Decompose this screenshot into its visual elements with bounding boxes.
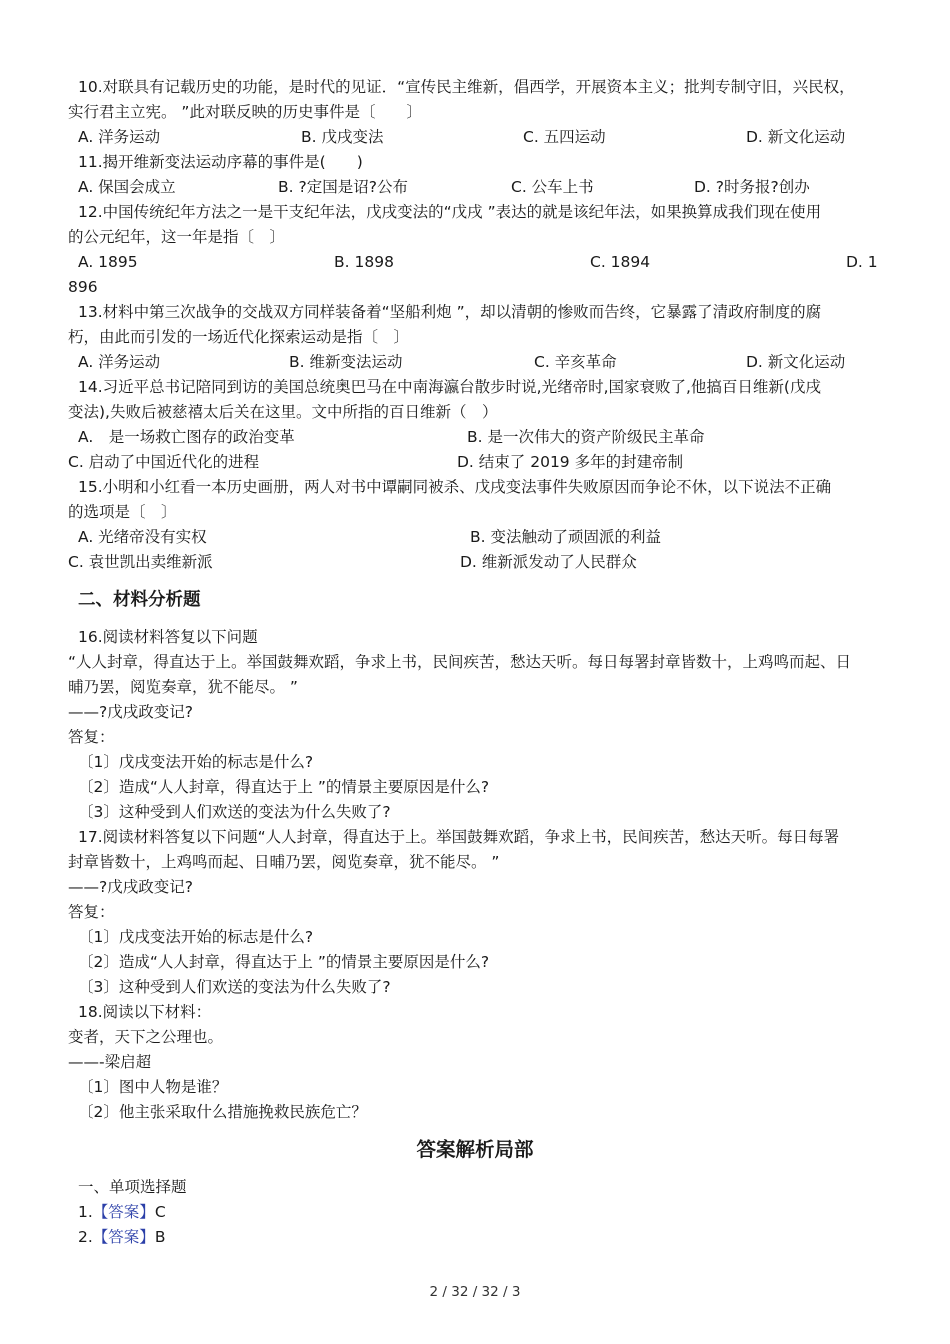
q16-source: ——?戊戌政变记? [68, 703, 193, 721]
q17-stem-line1: 17.阅读材料答复以下问题“人人封章，得直达于上。举国鼓舞欢蹈，争求上书，民间疾苦，愁达天听。每日每署 [78, 828, 840, 846]
q13-option-b: B. 维新变法运动 [289, 353, 403, 371]
q17-subquestion-1: 〔1〕戊戌变法开始的标志是什么? [78, 928, 314, 946]
answer-value: C [154, 1203, 166, 1221]
q14-option-a: A. 是一场救亡图存的政治变革 [78, 428, 295, 446]
q10-stem-line1: 10.对联具有记载历史的功能，是时代的见证．“宣传民主维新，倡西学，开展资本主义；批判专制守旧，兴民权， [78, 78, 855, 96]
q14-stem-line1: 14.习近平总书记陪同到访的美国总统奥巴马在中南海瀛台散步时说,光绪帝时,国家衰败了,他搞百日维新(戊戌 [78, 378, 821, 396]
q17-subquestion-2: 〔2〕造成“人人封章，得直达于上 ”的情景主要原因是什么? [78, 953, 490, 971]
q15-option-c: C. 袁世凯出卖维新派 [68, 553, 213, 571]
answer-section-title: 答案解析局部 [416, 1138, 534, 1161]
answer-number: 1. [78, 1203, 93, 1221]
q14-option-c: C. 启动了中国近代化的进程 [68, 453, 260, 471]
q11-option-b: B. ?定国是诏?公布 [278, 178, 408, 196]
q13-option-d: D. 新文化运动 [746, 353, 846, 371]
q10-option-b: B. 戊戌变法 [301, 128, 384, 146]
q14-option-d: D. 结束了 2019 多年的封建帝制 [457, 453, 684, 471]
q18-stem: 18.阅读以下材料： [78, 1003, 212, 1021]
q10-option-a: A. 洋务运动 [78, 128, 161, 146]
q13-stem-line2: 朽，由此而引发的一场近代化探索运动是指〔 〕 [68, 328, 410, 346]
section-heading-material-analysis: 二、材料分析题 [78, 590, 201, 610]
q10-stem-line2: 实行君主立宪。 ”此对联反映的历史事件是〔 〕 [68, 103, 422, 121]
q11-stem: 11.揭开维新变法运动序幕的事件是( ) [78, 153, 363, 171]
q17-source: ——?戊戌政变记? [68, 878, 193, 896]
q15-option-b: B. 变法触动了顽固派的利益 [470, 528, 661, 546]
page-number-footer: 2 / 32 / 32 / 3 [429, 1284, 521, 1300]
q17-subquestion-3: 〔3〕这种受到人们欢送的变法为什么失败了? [78, 978, 391, 996]
q18-subquestion-2: 〔2〕他主张采取什么措施挽救民族危亡？ [78, 1103, 367, 1121]
q16-stem: 16.阅读材料答复以下问题 [78, 628, 258, 646]
q11-option-a: A. 保国会成立 [78, 178, 176, 196]
q16-quote-line2: 晡乃罢，阅览奏章，犹不能尽。 ” [68, 678, 298, 696]
q11-option-d: D. ?时务报?创办 [694, 178, 810, 196]
answer-subsection-heading: 一、单项选择题 [78, 1178, 187, 1196]
q18-subquestion-1: 〔1〕图中人物是谁？ [78, 1078, 228, 1096]
q12-stem-line2: 的公元纪年，这一年是指〔 〕 [68, 228, 286, 246]
q11-option-c: C. 公车上书 [511, 178, 594, 196]
answer-tag: 【答案】 [92, 1203, 155, 1221]
q10-option-c: C. 五四运动 [523, 128, 606, 146]
q17-answer-label: 答复： [68, 903, 115, 921]
q16-subquestion-3: 〔3〕这种受到人们欢送的变法为什么失败了? [78, 803, 391, 821]
answer-tag: 【答案】 [92, 1228, 155, 1246]
q15-stem-line2: 的选项是〔 〕 [68, 503, 177, 521]
q15-option-d: D. 维新派发动了人民群众 [460, 553, 637, 571]
q12-option-d-wrap: 896 [68, 278, 98, 296]
q18-quote: 变者，天下之公理也。 [68, 1028, 224, 1046]
q16-subquestion-2: 〔2〕造成“人人封章，得直达于上 ”的情景主要原因是什么? [78, 778, 490, 796]
q15-stem-line1: 15.小明和小红看一本历史画册，两人对书中谭嗣同被杀、戊戌变法事件失败原因而争论不休，以下说法不正确 [78, 478, 832, 496]
q14-stem-line2: 变法),失败后被慈禧太后关在这里。文中所指的百日维新（ ） [68, 403, 498, 421]
answer-item [78, 1227, 165, 1247]
q12-option-b: B. 1898 [334, 253, 394, 271]
q16-subquestion-1: 〔1〕戊戌变法开始的标志是什么? [78, 753, 314, 771]
q16-answer-label: 答复： [68, 728, 115, 746]
q15-option-a: A. 光绪帝没有实权 [78, 528, 207, 546]
q12-option-a: A. 1895 [78, 253, 138, 271]
q17-stem-line2: 封章皆数十，上鸡鸣而起、日晡乃罢，阅览奏章，犹不能尽。 ” [68, 853, 500, 871]
answer-number: 2. [78, 1228, 93, 1246]
q13-option-c: C. 辛亥革命 [534, 353, 617, 371]
answer-value: B [154, 1228, 166, 1246]
q14-option-b: B. 是一次伟大的资产阶级民主革命 [467, 428, 705, 446]
q13-option-a: A. 洋务运动 [78, 353, 161, 371]
q12-option-c: C. 1894 [590, 253, 651, 271]
q16-quote-line1: “人人封章，得直达于上。举国鼓舞欢蹈，争求上书，民间疾苦，愁达天听。每日每署封章皆数十，上鸡鸣而起、日 [68, 653, 852, 671]
q10-option-d: D. 新文化运动 [746, 128, 846, 146]
q13-stem-line1: 13.材料中第三次战争的交战双方同样装备着“坚船利炮 ”，却以清朝的惨败而告终，它暴露了清政府制度的腐 [78, 303, 822, 321]
q18-source: ——-梁启超 [68, 1053, 152, 1071]
answer-item [78, 1202, 166, 1222]
q12-stem-line1: 12.中国传统纪年方法之一是干支纪年法，戊戌变法的“戊戌 ”表达的就是该纪年法，如果换算成我们现在使用 [78, 203, 822, 221]
q12-option-d: D. 1 [846, 253, 878, 271]
